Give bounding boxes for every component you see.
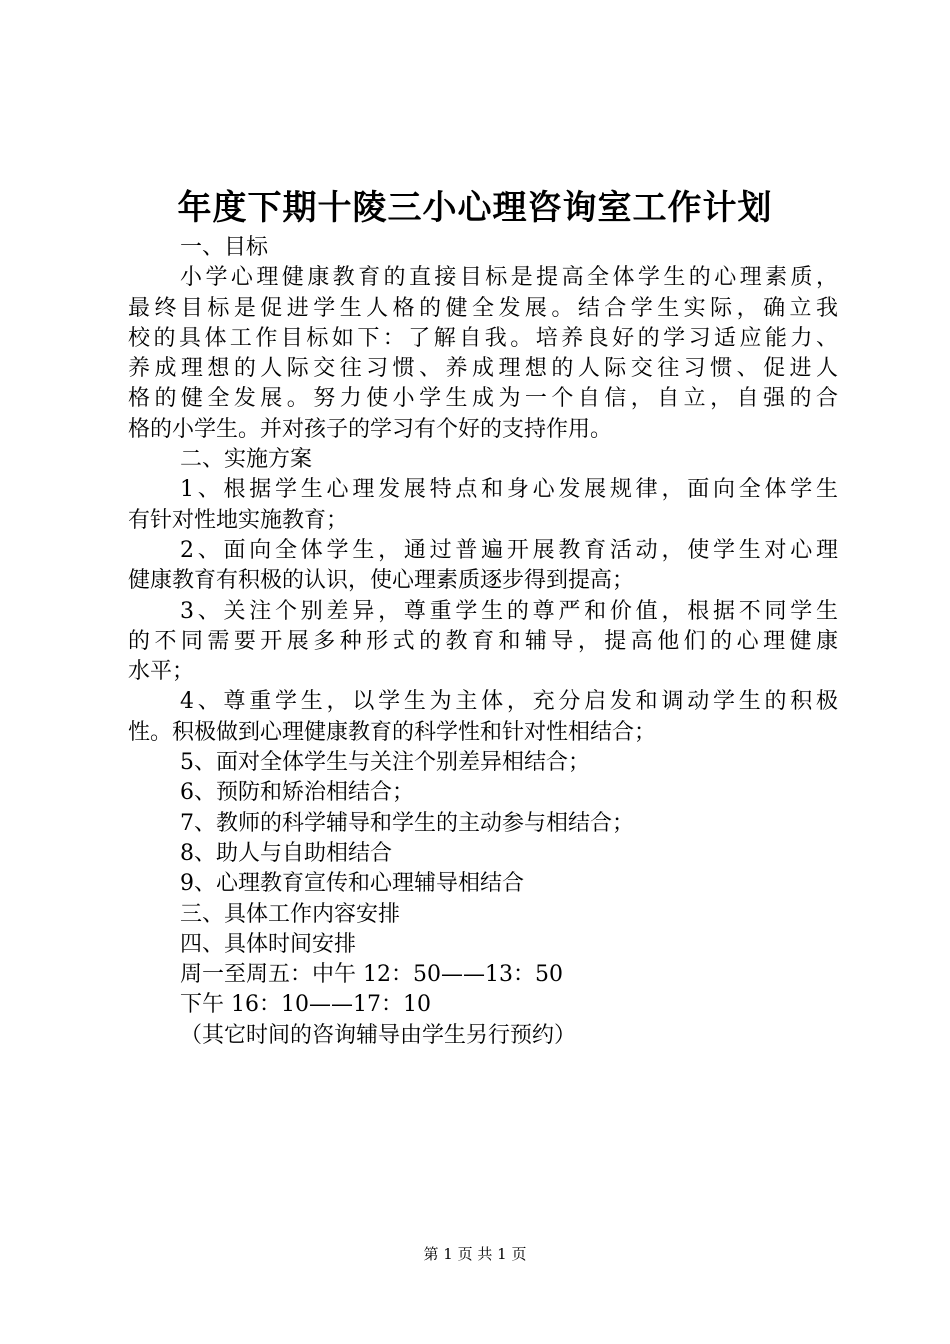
- body-line: 6、预防和矫治相结合；: [180, 780, 414, 806]
- body-line: 小学心理健康教育的直接目标是提高全体学生的心理素质，: [180, 265, 838, 291]
- body-line: 周一至周五：中午 12：50——13：50: [180, 962, 563, 988]
- body-line: 有针对性地实施教育；: [128, 507, 349, 533]
- body-line: 7、教师的科学辅导和学生的主动参与相结合；: [180, 810, 634, 836]
- body-line: 的不同需要开展多种形式的教育和辅导，提高他们的心理健康: [128, 628, 838, 654]
- body-line: 一、目标: [180, 235, 269, 260]
- body-line: 4、尊重学生，以学生为主体，充分启发和调动学生的积极: [180, 689, 838, 715]
- page-footer: 第 1 页 共 1 页: [423, 1245, 527, 1263]
- body-line: 3、关注个别差异，尊重学生的尊严和价值，根据不同学生: [180, 598, 838, 624]
- body-line: 下午 16：10——17：10: [180, 992, 431, 1018]
- body-line: 9、心理教育宣传和心理辅导相结合: [180, 871, 524, 897]
- document-body: [128, 233, 838, 1051]
- body-line: 校的具体工作目标如下：了解自我。培养良好的学习适应能力、: [128, 325, 838, 351]
- body-line: 5、面对全体学生与关注个别差异相结合；: [180, 750, 590, 776]
- body-line: 1、根据学生心理发展特点和身心发展规律，面向全体学生: [180, 477, 838, 503]
- body-line: 最终目标是促进学生人格的健全发展。结合学生实际，确立我: [128, 295, 838, 321]
- body-line: 三、具体工作内容安排: [180, 901, 401, 927]
- body-line: 格的健全发展。努力使小学生成为一个自信，自立，自强的合: [128, 386, 838, 412]
- body-line: 四、具体时间安排: [180, 931, 357, 957]
- body-line: 性。积极做到心理健康教育的科学性和针对性相结合；: [128, 719, 657, 745]
- body-line: （其它时间的咨询辅导由学生另行预约）: [180, 1022, 577, 1048]
- document-title: 年度下期十陵三小心理咨询室工作计划: [177, 188, 773, 228]
- body-line: 健康教育有积极的认识，使心理素质逐步得到提高；: [128, 568, 635, 594]
- body-line: 水平；: [128, 659, 195, 685]
- body-line: 2、面向全体学生，通过普遍开展教育活动，使学生对心理: [180, 537, 838, 563]
- body-line: 养成理想的人际交往习惯、养成理想的人际交往习惯、促进人: [128, 356, 838, 382]
- body-line: 格的小学生。并对孩子的学习有个好的支持作用。: [128, 416, 613, 442]
- body-line: 二、实施方案: [180, 447, 313, 473]
- body-line: 8、助人与自助相结合: [180, 840, 392, 866]
